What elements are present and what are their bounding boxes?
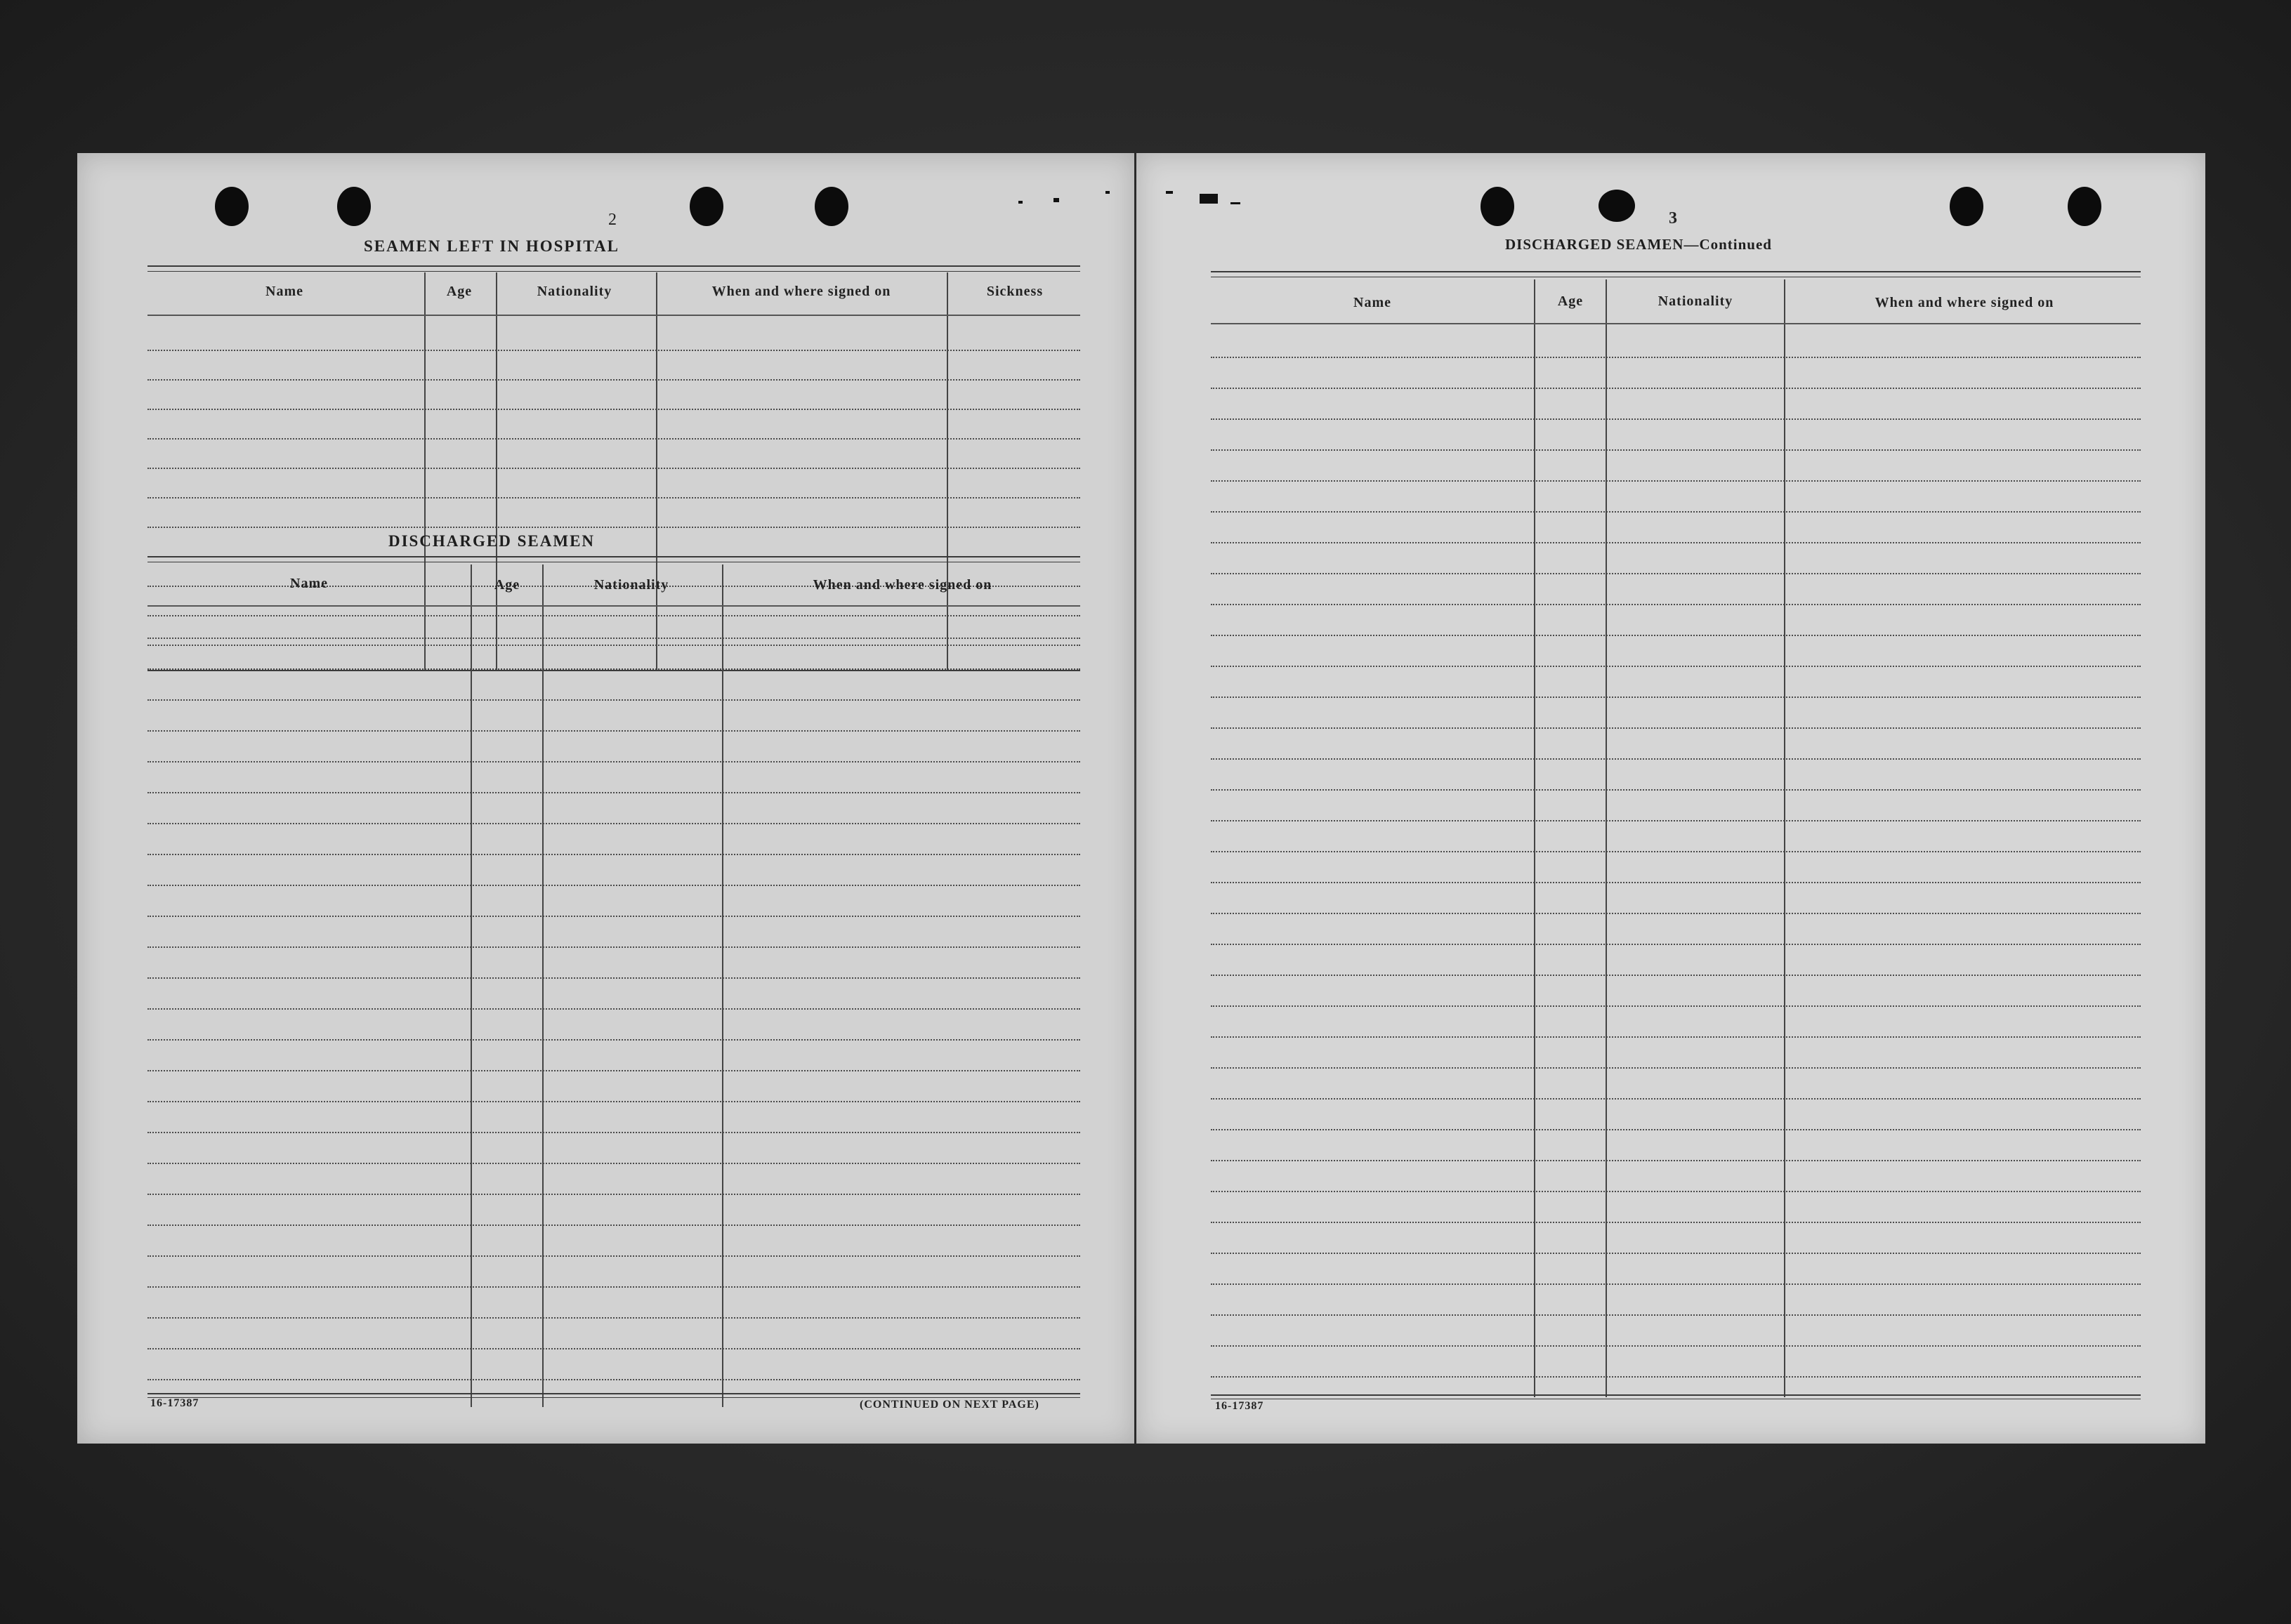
punch-hole bbox=[215, 187, 249, 226]
table-row-line bbox=[1211, 573, 2141, 574]
table-row-line bbox=[1211, 975, 2141, 976]
table-row-line bbox=[147, 468, 1080, 469]
column-divider bbox=[722, 565, 723, 1407]
table-row-line bbox=[147, 409, 1080, 410]
table-row-line bbox=[147, 379, 1080, 381]
table-row-line bbox=[147, 615, 1080, 616]
table-row-line bbox=[147, 1255, 1080, 1257]
form-number: 16-17387 bbox=[150, 1397, 199, 1409]
table-row-line bbox=[1211, 323, 2141, 324]
section-title-hospital: SEAMEN LEFT IN HOSPITAL bbox=[363, 237, 620, 255]
table-row-line bbox=[1211, 789, 2141, 791]
column-divider bbox=[656, 272, 657, 670]
column-divider bbox=[424, 272, 426, 670]
table-bottom-rule bbox=[1211, 1394, 2141, 1396]
table-row-line bbox=[147, 916, 1080, 917]
column-divider bbox=[1534, 279, 1535, 1397]
punch-hole bbox=[1950, 187, 1983, 226]
table-row-line bbox=[147, 730, 1080, 732]
stray-mark bbox=[1105, 191, 1110, 194]
table-row-line bbox=[147, 823, 1080, 824]
punch-hole bbox=[2068, 187, 2101, 226]
stray-mark bbox=[1230, 202, 1240, 204]
table-bottom-rule bbox=[147, 670, 1080, 671]
form-number: 16-17387 bbox=[1215, 1400, 1264, 1412]
page-number: 2 bbox=[608, 211, 617, 229]
table-row-line bbox=[1211, 1376, 2141, 1378]
table-row-line bbox=[1211, 542, 2141, 543]
table-row-line bbox=[1211, 449, 2141, 451]
table-row-line bbox=[1211, 388, 2141, 389]
column-divider bbox=[1784, 279, 1785, 1397]
table-row-line bbox=[147, 497, 1080, 499]
table-row-line bbox=[1211, 480, 2141, 482]
column-header-age: Age bbox=[494, 577, 520, 593]
table-row-line bbox=[1211, 1222, 2141, 1223]
column-header-name: Name bbox=[265, 284, 303, 299]
table-row-line bbox=[1211, 511, 2141, 513]
table-top-rule bbox=[147, 556, 1080, 557]
table-row-line bbox=[147, 438, 1080, 440]
table-row-line bbox=[147, 1132, 1080, 1133]
punch-hole bbox=[1481, 187, 1514, 226]
table-bottom-rule bbox=[147, 1393, 1080, 1394]
table-row-line bbox=[147, 761, 1080, 763]
table-row-line bbox=[147, 315, 1080, 316]
table-row-line bbox=[1211, 357, 2141, 358]
table-row-line bbox=[1211, 820, 2141, 821]
table-row-line bbox=[1211, 1129, 2141, 1130]
column-header-signed-on: When and where signed on bbox=[1875, 295, 2054, 310]
table-row-line bbox=[147, 1379, 1080, 1380]
table-row-line bbox=[1211, 697, 2141, 698]
column-header-name: Name bbox=[1353, 295, 1391, 310]
table-row-line bbox=[147, 638, 1080, 639]
table-row-line bbox=[1211, 1005, 2141, 1007]
table-row-line bbox=[1211, 758, 2141, 760]
table-row-line bbox=[147, 946, 1080, 948]
table-row-line bbox=[1211, 1314, 2141, 1316]
column-header-age: Age bbox=[1557, 293, 1584, 309]
table-row-line bbox=[1211, 635, 2141, 636]
table-row-line bbox=[1211, 1191, 2141, 1192]
table-row-line bbox=[147, 792, 1080, 793]
punch-hole bbox=[1599, 190, 1635, 222]
continued-note: (CONTINUED ON NEXT PAGE) bbox=[860, 1399, 1039, 1411]
table-row-line bbox=[1211, 851, 2141, 852]
table-row-line bbox=[1211, 604, 2141, 605]
table-row-line bbox=[147, 1008, 1080, 1010]
table-row-line bbox=[1211, 666, 2141, 667]
punch-hole bbox=[815, 187, 848, 226]
table-bottom-rule bbox=[147, 1397, 1080, 1398]
table-row-line bbox=[147, 1317, 1080, 1319]
table-row-line bbox=[147, 977, 1080, 979]
table-row-line bbox=[147, 1163, 1080, 1164]
column-divider bbox=[1606, 279, 1607, 1397]
table-row-line bbox=[147, 885, 1080, 886]
table-row-line bbox=[147, 1070, 1080, 1071]
form-page-right bbox=[1136, 153, 2205, 1444]
table-row-line bbox=[147, 527, 1080, 528]
column-divider bbox=[947, 272, 948, 670]
table-row-line bbox=[147, 350, 1080, 351]
table-row-line bbox=[147, 1286, 1080, 1288]
column-header-sickness: Sickness bbox=[986, 284, 1044, 299]
column-header-signed-on: When and where signed on bbox=[711, 284, 891, 299]
punch-hole bbox=[690, 187, 723, 226]
table-row-line bbox=[1211, 882, 2141, 883]
punch-hole bbox=[337, 187, 371, 226]
table-row-line bbox=[1211, 944, 2141, 945]
stray-mark bbox=[1166, 191, 1173, 194]
table-row-line bbox=[147, 668, 1080, 670]
table-row-line bbox=[1211, 913, 2141, 914]
table-row-line bbox=[147, 1039, 1080, 1041]
table-row-line bbox=[147, 645, 1080, 646]
table-top-rule bbox=[1211, 271, 2141, 272]
column-header-nationality: Nationality bbox=[1657, 293, 1733, 309]
table-row-line bbox=[1211, 1160, 2141, 1161]
table-row-line bbox=[147, 854, 1080, 855]
column-header-age: Age bbox=[446, 284, 473, 299]
section-title-discharged-continued: DISCHARGED SEAMEN—Continued bbox=[1505, 236, 1772, 253]
table-row-line bbox=[147, 1348, 1080, 1349]
page-number: 3 bbox=[1669, 209, 1677, 227]
section-title-discharged: DISCHARGED SEAMEN bbox=[388, 532, 596, 550]
column-divider bbox=[542, 565, 544, 1407]
table-row-line bbox=[1211, 1098, 2141, 1100]
table-row-line bbox=[147, 699, 1080, 701]
column-header-nationality: Nationality bbox=[537, 284, 612, 299]
column-divider bbox=[471, 565, 472, 1407]
table-top-rule bbox=[147, 265, 1080, 267]
form-page-left bbox=[77, 153, 1134, 1444]
table-row-line bbox=[147, 605, 1080, 607]
table-row-line bbox=[1211, 727, 2141, 729]
table-row-line bbox=[147, 1194, 1080, 1195]
column-divider bbox=[496, 272, 497, 670]
table-row-line bbox=[147, 1224, 1080, 1226]
stray-mark bbox=[1200, 194, 1218, 204]
column-header-name: Name bbox=[290, 576, 328, 591]
table-row-line bbox=[1211, 418, 2141, 420]
column-header-nationality: Nationality bbox=[593, 577, 669, 593]
table-row-line bbox=[1211, 1345, 2141, 1347]
stray-mark bbox=[1053, 198, 1059, 202]
table-top-rule bbox=[147, 271, 1080, 272]
table-row-line bbox=[1211, 1067, 2141, 1069]
table-row-line bbox=[1211, 1283, 2141, 1285]
stray-mark bbox=[1018, 201, 1023, 204]
table-row-line bbox=[147, 1101, 1080, 1102]
table-row-line bbox=[1211, 1253, 2141, 1254]
table-row-line bbox=[1211, 1036, 2141, 1038]
column-header-signed-on: When and where signed on bbox=[813, 577, 992, 593]
